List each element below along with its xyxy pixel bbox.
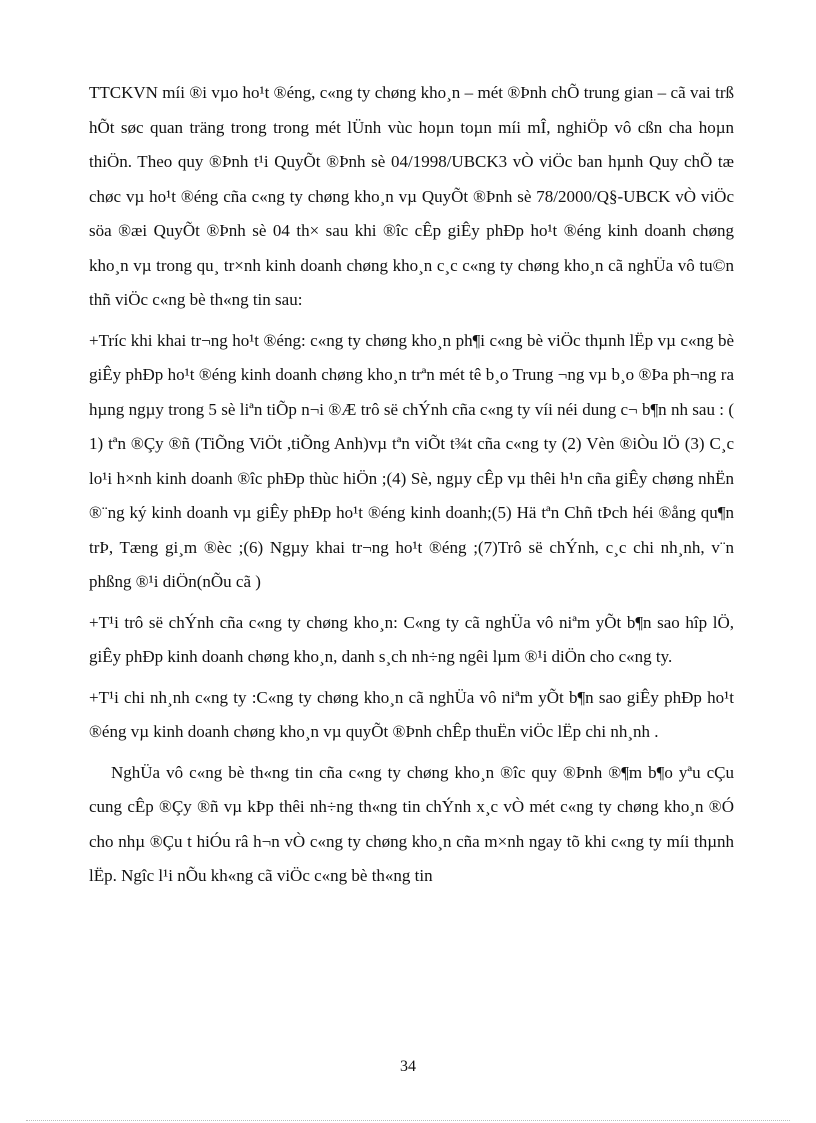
- paragraph-2: +Tríc khi khai tr¬ng ho¹t ®éng: c«ng ty chøng kho¸n ph¶i c«ng bè viÖc thµnh lËp vµ c«ng bè giÊy phÐp ho¹t ®éng kinh doanh chøng kho¸n trªn mét tê b¸o Trung ¬ng vµ b¸o ®Þa ph¬ng ra hµng ngµy trong 5 sè liªn tiÕp n¬i ®Æ trô së chÝnh cña c«ng ty víi néi dung c¬ b¶n nh sau : ( 1) tªn ®Çy ®ñ (TiÕng ViÖt ,tiÕng Anh)vµ tªn viÕt t¾t cña c«ng ty (2) Vèn ®iÒu lÖ (3) C¸c lo¹i h×nh kinh doanh ®îc phÐp thùc hiÖn ;(4) Sè, ngµy cÊp vµ thêi h¹n cña giÊy chøng nhËn ®¨ng ký kinh doanh vµ giÊy phÐp ho¹t ®éng kinh doanh;(5) Hä tªn Chñ tÞch héi ®ång qu¶n trÞ, Tæng gi¸m ®èc ;(6) Ngµy khai tr¬ng ho¹t ®éng ;(7)Trô së chÝnh, c¸c chi nh¸nh, v¨n phßng ®¹i diÖn(nÕu cã ): [89, 330, 734, 591]
- paragraph-5: NghÜa vô c«ng bè th«ng tin cña c«ng ty chøng kho¸n ®îc quy ®Þnh ®¶m b¶o yªu cÇu cung cÊp ®Çy ®ñ vµ kÞp thêi nh÷ng th«ng tin chÝnh x¸c vÒ mét c«ng ty chøng kho¸n ®Ó cho nhµ ®Çu t hiÓu râ h¬n vÒ c«ng ty chøng kho¸n cña m×nh ngay tõ khi c«ng ty míi thµnh lËp. Ngîc l¹i nÕu kh«ng cã viÖc c«ng bè th«ng tin: [89, 762, 734, 885]
- page-number: 34: [400, 1058, 416, 1075]
- paragraph-1: TTCKVN míi ®i vµo ho¹t ®éng, c«ng ty chøng kho¸n – mét ®Þnh chÕ trung gian – cã vai trß hÕt søc quan träng trong trong mét lÜnh vùc hoµn toµn míi mÎ, nghiÖp vô cßn cha hoµn thiÖn. Theo quy ®Þnh t¹i QuyÕt ®Þnh sè 04/1998/UBCK3 vÒ viÖc ban hµnh Quy chÕ tæ chøc vµ ho¹t ®éng cña c«ng ty chøng kho¸n vµ QuyÕt ®Þnh sè 78/2000/Q§-UBCK vÒ viÖc söa ®æi QuyÕt ®Þnh sè 04 th× sau khi ®îc cÊp giÊy phÐp ho¹t ®éng kinh doanh chøng kho¸n vµ trong qu¸ tr×nh kinh doanh chøng kho¸n c¸c c«ng ty chøng kho¸n cã nghÜa vô tu©n thñ viÖc c«ng bè th«ng tin sau:: [89, 83, 734, 309]
- body-text: [89, 76, 734, 894]
- paragraph-3: +T¹i trô së chÝnh cña c«ng ty chøng kho¸n: C«ng ty cã nghÜa vô niªm yÕt b¶n sao hîp lÖ, giÊy phÐp kinh doanh chøng kho¸n, danh s¸ch nh÷ng ngêi lµm ®¹i diÖn cho c«ng ty.: [89, 612, 734, 666]
- page-bottom-border: [26, 1120, 790, 1121]
- paragraph-4: +T¹i chi nh¸nh c«ng ty :C«ng ty chøng kho¸n cã nghÜa vô niªm yÕt b¶n sao giÊy phÐp ho¹t ®éng vµ kinh doanh chøng kho¸n vµ quyÕt ®Þnh chÊp thuËn viÖc lËp chi nh¸nh .: [89, 687, 734, 741]
